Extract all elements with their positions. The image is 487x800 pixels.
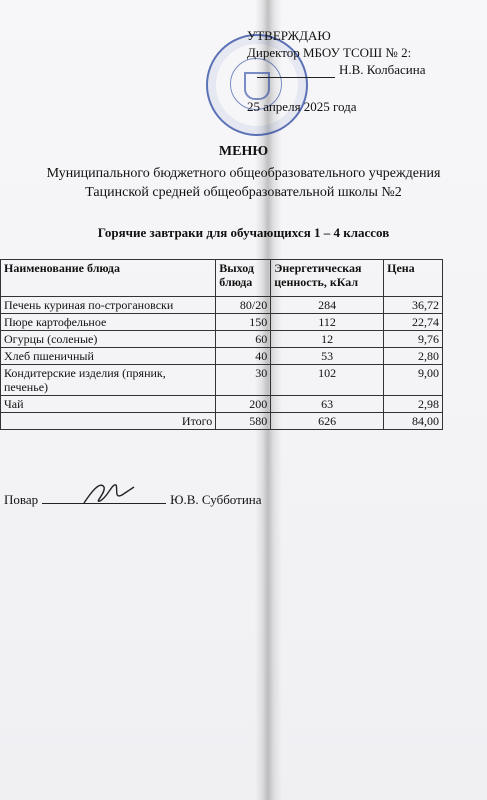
signature-underline [42,491,166,504]
column-header-dish: Наименование блюда [1,260,216,297]
organization-line-2: Тацинской средней общеобразовательной школы №2 [85,185,402,200]
dish-energy: 112 [271,314,384,331]
table-row [1,396,443,413]
total-yield: 580 [216,413,271,430]
total-row [1,413,443,430]
dish-energy: 102 [271,365,384,396]
dish-price: 36,72 [384,297,443,314]
dish-price: 9,76 [384,331,443,348]
dish-price: 9,00 [384,365,443,396]
column-header-price: Цена [384,260,443,297]
total-label: Итого [1,413,216,430]
dish-yield: 80/20 [216,297,271,314]
approval-date: 25 апреля 2025 года [247,99,357,114]
column-header-energy: Энергетическая ценность, кКал [271,260,384,297]
cook-signature-line [4,491,262,508]
table-header-row [1,260,443,297]
dish-yield: 200 [216,396,271,413]
director-name: Н.В. Колбасина [339,62,426,77]
menu-subtitle: Горячие завтраки для обучающихся 1 – 4 классов [97,225,390,240]
dish-name: Печень куриная по-строгановски [1,297,216,314]
dish-price: 2,98 [384,396,443,413]
table-row [1,314,443,331]
dish-energy: 12 [271,331,384,348]
dish-energy: 63 [271,396,384,413]
dish-name: Хлеб пшеничный [1,348,216,365]
director-title: Директор МБОУ ТСОШ № 2: [247,45,412,60]
table-row [1,331,443,348]
signature-underline [257,77,335,78]
organization-name [0,164,487,202]
dish-yield: 30 [216,365,271,396]
dish-name: Чай [1,396,216,413]
dish-price: 22,74 [384,314,443,331]
table-row [1,348,443,365]
dish-name: Кондитерские изделия (пряник, печенье) [1,365,216,396]
column-header-yield: Выход блюда [216,260,271,297]
cook-name: Ю.В. Субботина [170,492,262,507]
page-title: МЕНЮ [218,144,269,159]
dish-yield: 150 [216,314,271,331]
dish-price: 2,80 [384,348,443,365]
director-signature-line [247,61,426,78]
approval-block [247,27,426,115]
table-row [1,297,443,314]
dish-name: Огурцы (соленые) [1,331,216,348]
dish-energy: 284 [271,297,384,314]
dish-energy: 53 [271,348,384,365]
dish-name: Пюре картофельное [1,314,216,331]
total-energy: 626 [271,413,384,430]
cook-label: Повар [4,492,39,507]
organization-line-1: Муниципального бюджетного общеобразовательного учреждения [46,166,441,181]
approve-label: УТВЕРЖДАЮ [247,28,331,43]
dish-yield: 60 [216,331,271,348]
total-price: 84,00 [384,413,443,430]
table-row [1,365,443,396]
menu-table [0,259,443,430]
dish-yield: 40 [216,348,271,365]
